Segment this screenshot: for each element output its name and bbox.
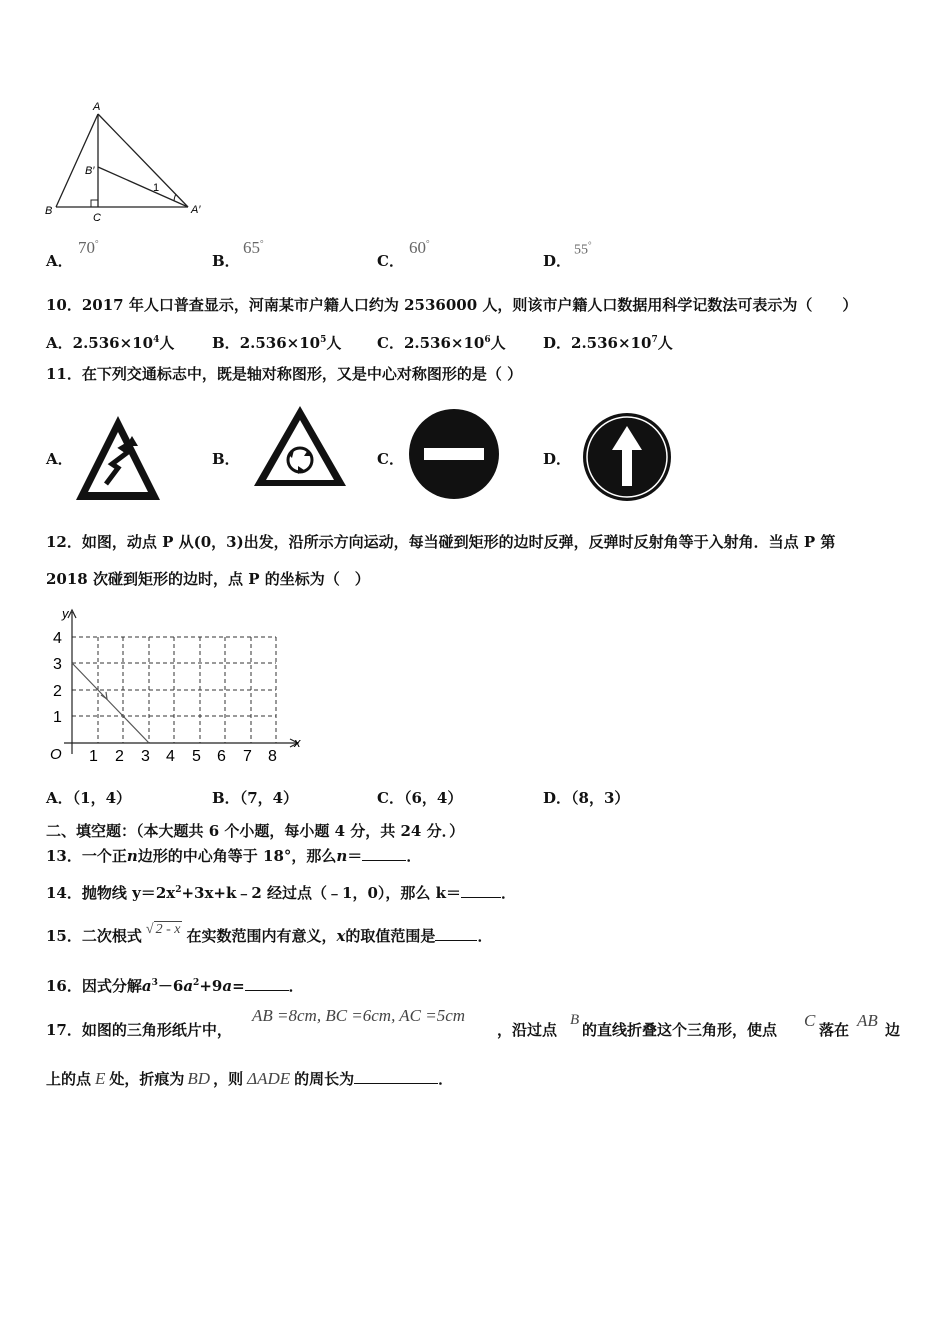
q9-option-d-letter: D． <box>543 252 572 270</box>
x-tick-6: 6 <box>217 748 226 765</box>
label-angle-1: 1 <box>153 182 160 194</box>
label-B: B <box>45 205 53 217</box>
q11-option-a-letter: A． <box>46 450 73 468</box>
q15-radical: √ 2 - x <box>145 922 181 937</box>
y-tick-3: 3 <box>53 656 62 673</box>
q12-option-a: A．（1，4） <box>46 789 132 807</box>
q17-point-c: C <box>804 1011 816 1030</box>
sign-straight-ahead-icon <box>582 412 672 502</box>
side-AB <box>56 114 98 207</box>
q9-option-c-value: 60° <box>409 238 430 257</box>
q17-point-b: B <box>570 1012 580 1028</box>
y-tick-1: 1 <box>53 709 62 726</box>
x-tick-2: 2 <box>115 748 124 765</box>
q12-option-c: C．（6，4） <box>377 789 463 807</box>
q16: 16．因式分解$a^3-6a^2+9a=$ ． <box>46 977 304 995</box>
x-tick-3: 3 <box>141 748 150 765</box>
q17-end1: 边 <box>885 1021 901 1039</box>
q12-option-b: B．（7，4） <box>212 789 299 807</box>
label-B-prime: B′ <box>85 165 95 177</box>
q17-answer-blank[interactable] <box>354 1069 438 1084</box>
q12-stem-line2: 2018 次碰到矩形的边时，点 P 的坐标为（ ） <box>46 570 370 588</box>
q14-answer-blank[interactable] <box>461 883 501 898</box>
q15: 15．二次根式 √ 2 - x 在实数范围内有意义，x的取值范围是 ． <box>46 922 493 945</box>
q11-stem: 11．在下列交通标志中，既是轴对称图形，又是中心对称图形的是（ ） <box>46 365 523 383</box>
x-tick-7: 7 <box>243 748 252 765</box>
q9-option-a-value: 70° <box>78 238 99 257</box>
q17: 17．如图的三角形纸片中， <box>46 1021 232 1039</box>
triangle-figure <box>40 100 220 225</box>
q10-option-d: D．$2.536\times 10^7$人 <box>543 334 673 352</box>
q17-formula: AB =8cm, BC =6cm, AC =5cm <box>252 1006 466 1025</box>
q13-answer-blank[interactable] <box>362 846 406 861</box>
q10-option-b: B．$2.536\times 10^5$人 <box>212 334 342 352</box>
x-axis-label: x <box>294 735 301 750</box>
label-A: A <box>93 101 101 113</box>
q9-option-b-letter: B． <box>212 252 240 270</box>
q10-option-a: A．$2.536\times 10^4$人 <box>46 334 175 352</box>
x-tick-4: 4 <box>166 748 175 765</box>
q12-grid-graph <box>44 604 308 770</box>
q14: 14．抛物线 $y=2x^2+3x+k﹣2$ 经过点（﹣1，0），那么 k＝ ． <box>46 884 517 902</box>
x-tick-8: 8 <box>268 748 277 765</box>
right-angle-mark <box>91 200 98 207</box>
q17-mid3: 落在 <box>819 1021 850 1039</box>
path-of-p <box>72 663 149 743</box>
sign-no-entry-icon <box>408 408 500 500</box>
y-tick-4: 4 <box>53 630 62 647</box>
q17-segment-ab: AB <box>857 1011 878 1030</box>
y-axis-label: y <box>62 606 69 621</box>
section2-title: 二、填空题：（本大题共 6 个小题，每小题 4 分，共 24 分．） <box>46 822 465 840</box>
q9-option-c-letter: C． <box>377 252 404 270</box>
q17-line2: 上的点 E 处，折痕为 BD ，则 ΔADE 的周长为 ． <box>46 1069 454 1088</box>
q12-option-d: D．（8，3） <box>543 789 630 807</box>
sign-reverse-curve-icon <box>72 412 164 504</box>
q11-option-b-letter: B． <box>212 450 240 468</box>
q11-option-c-letter: C． <box>377 450 404 468</box>
q11-option-d-letter: D． <box>543 450 572 468</box>
y-tick-2: 2 <box>53 683 62 700</box>
q17-mid2: 的直线折叠这个三角形，使点 <box>582 1021 778 1039</box>
angle-arc <box>174 194 176 201</box>
side-AA' <box>98 114 188 207</box>
label-C: C <box>93 212 101 224</box>
q9-option-a-letter: A． <box>46 252 73 270</box>
q13: 13．一个正n边形的中心角等于 18°，那么n＝ ． <box>46 847 422 865</box>
label-A-prime: A′ <box>191 204 201 216</box>
origin-label: O <box>50 746 62 763</box>
q10-option-c: C．$2.536\times 10^6$人 <box>377 334 506 352</box>
q17-mid1: ，沿过点 <box>497 1021 558 1039</box>
q12-stem-line1: 12．如图，动点 P 从(0，3)出发，沿所示方向运动，每当碰到矩形的边时反弹，反弹时反射角等于入射角．当点 P 第 <box>46 533 836 551</box>
q15-answer-blank[interactable] <box>435 926 477 941</box>
x-tick-1: 1 <box>89 748 98 765</box>
sign-roundabout-icon <box>252 404 348 490</box>
q9-option-b-value: 65° <box>243 238 264 257</box>
q9-option-d-value: 55° <box>574 240 592 258</box>
q10-stem: 10．2017 年人口普查显示，河南某市户籍人口约为 2536000 人，则该市户籍人口数据用科学记数法可表示为（ ） <box>46 296 858 314</box>
q16-answer-blank[interactable] <box>245 976 289 991</box>
x-tick-5: 5 <box>192 748 201 765</box>
